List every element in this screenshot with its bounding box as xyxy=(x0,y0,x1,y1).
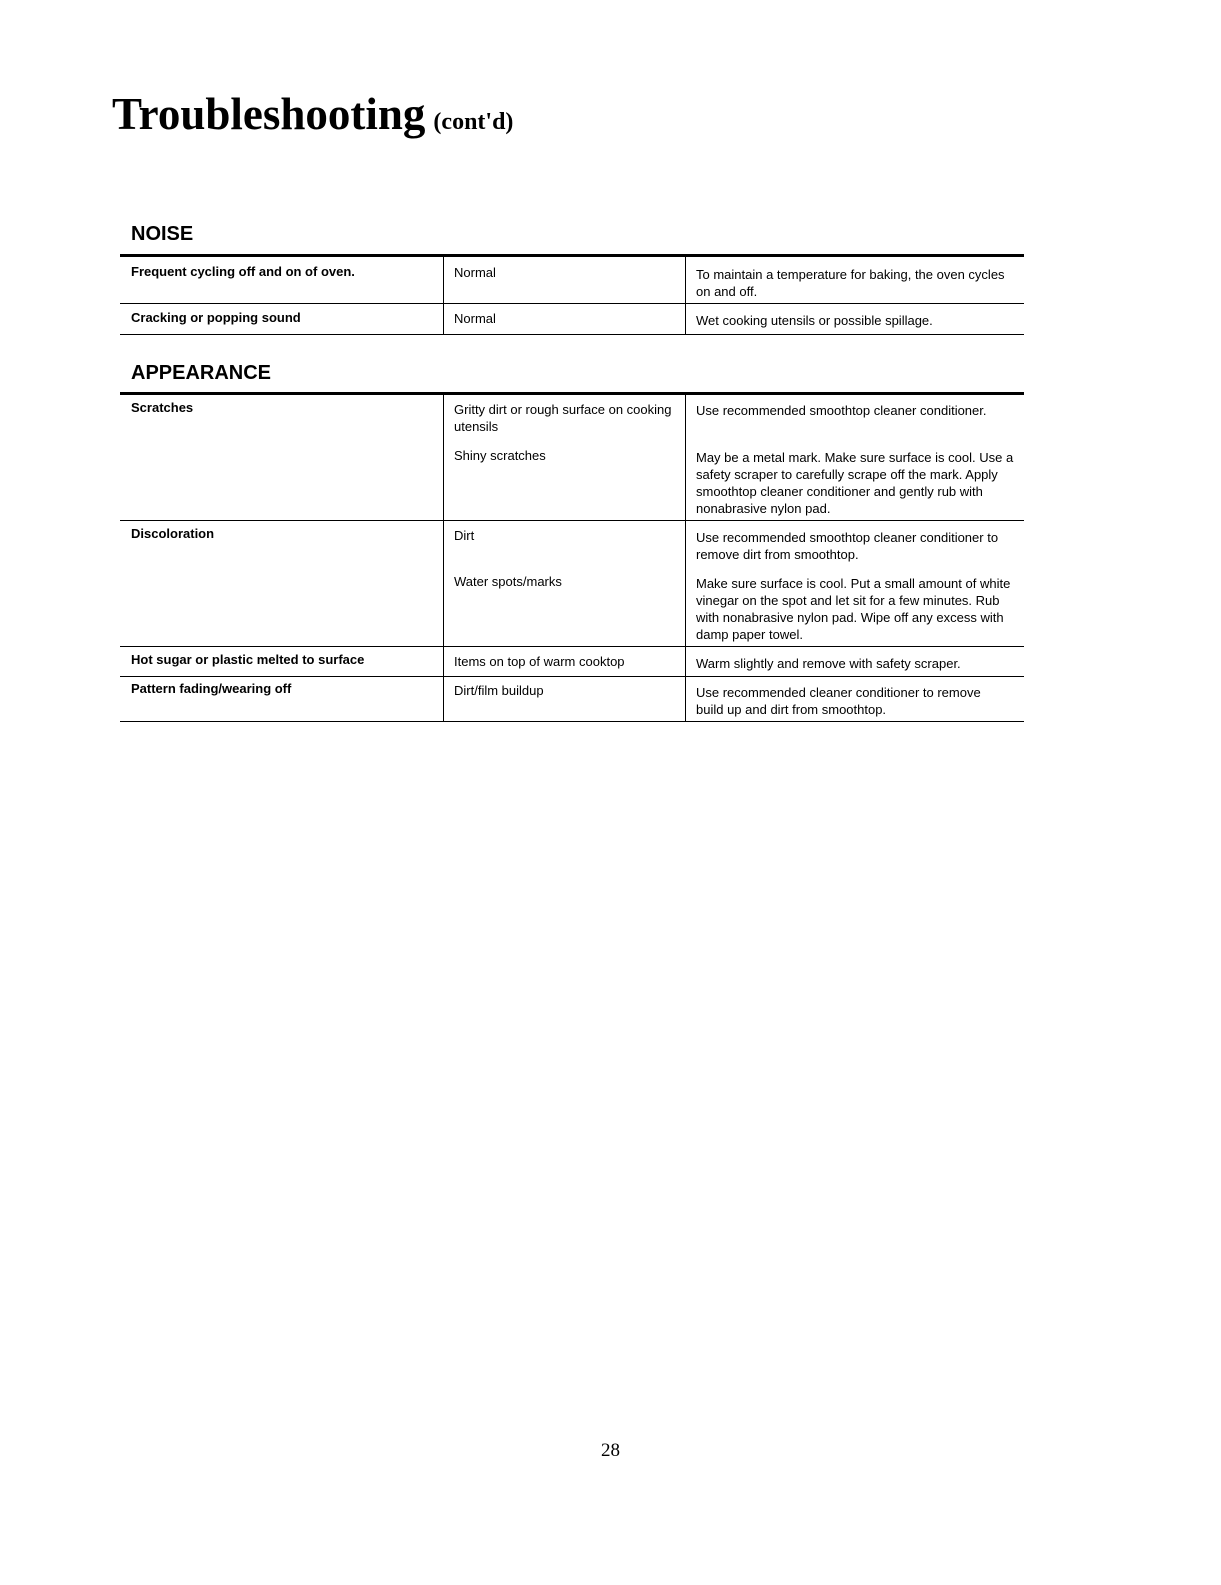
section-heading-appearance: APPEARANCE xyxy=(131,362,272,384)
solution-cell: Make sure surface is cool. Put a small amount of white vinegar on the spot and let sit for a few minutes. Rub with nonabrasive nylon pad. Wipe off any excess with damp paper towel. xyxy=(696,576,1011,642)
row-divider xyxy=(120,676,1024,677)
table-top-rule xyxy=(120,254,1024,257)
page-title xyxy=(112,89,514,139)
table-bottom-rule xyxy=(120,334,1024,335)
section-heading-noise: NOISE xyxy=(131,223,194,245)
table-top-rule xyxy=(120,392,1024,395)
solution-cell: Wet cooking utensils or possible spillage. xyxy=(696,313,933,328)
cause-cell: Water spots/marks xyxy=(454,574,562,589)
cause-cell: Dirt/film buildup xyxy=(454,683,544,698)
page-number: 28 xyxy=(601,1440,620,1461)
cause-cell: Dirt xyxy=(454,528,475,543)
solution-cell: Use recommended smoothtop cleaner conditioner. xyxy=(696,403,987,418)
solution-cell: Use recommended cleaner conditioner to remove build up and dirt from smoothtop. xyxy=(696,685,981,717)
problem-cell: Pattern fading/wearing off xyxy=(131,681,292,696)
cause-cell: Gritty dirt or rough surface on cooking utensils xyxy=(454,402,672,434)
row-divider xyxy=(120,520,1024,521)
cause-cell: Items on top of warm cooktop xyxy=(454,654,625,669)
problem-cell: Cracking or popping sound xyxy=(131,310,301,325)
column-divider xyxy=(685,395,686,721)
page-title-suffix: (cont'd) xyxy=(433,109,514,135)
table-bottom-rule xyxy=(120,721,1024,722)
solution-cell: Use recommended smoothtop cleaner conditioner to remove dirt from smoothtop. xyxy=(696,530,999,562)
solution-cell: To maintain a temperature for baking, the oven cycles on and off. xyxy=(696,267,1005,299)
cause-cell: Shiny scratches xyxy=(454,448,546,463)
problem-cell: Scratches xyxy=(131,400,194,415)
cause-cell: Normal xyxy=(454,265,496,280)
column-divider xyxy=(685,257,686,335)
problem-cell: Frequent cycling off and on of oven. xyxy=(131,264,355,279)
problem-cell: Discoloration xyxy=(131,526,215,541)
solution-cell: Warm slightly and remove with safety scraper. xyxy=(696,656,961,671)
page-title-main: Troubleshooting xyxy=(112,89,426,139)
column-divider xyxy=(443,257,444,335)
column-divider xyxy=(443,395,444,721)
problem-cell: Hot sugar or plastic melted to surface xyxy=(131,652,365,667)
cause-cell: Normal xyxy=(454,311,496,326)
solution-cell: May be a metal mark. Make sure surface is cool. Use a safety scraper to carefully scrape off the mark. Apply smoothtop cleaner conditioner and gently rub with nonabrasive nylon pad. xyxy=(696,450,1014,516)
row-divider xyxy=(120,646,1024,647)
row-divider xyxy=(120,303,1024,304)
